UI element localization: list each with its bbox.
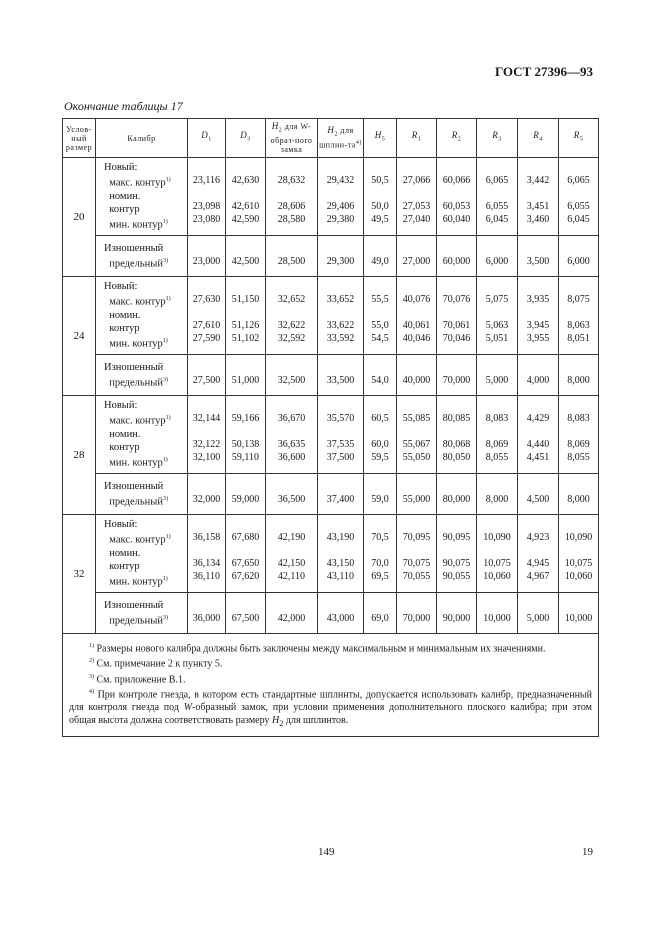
table-header-row xyxy=(63,119,599,158)
value-cell: 4,000 xyxy=(518,355,559,396)
footnote-3: $^{3)}$ См. приложение В.1. xyxy=(89,673,186,685)
value-cell: 69,0 xyxy=(364,593,397,634)
value-cell: 27,630 27,610 27,590 xyxy=(188,277,226,355)
value-cell: 40,076 40,061 40,046 xyxy=(397,277,437,355)
value-cell: 29,300 xyxy=(318,236,364,277)
table-row-new xyxy=(63,277,599,355)
value-cell: 43,000 xyxy=(318,593,364,634)
footnote-4: $^{4)}$ При контроле гнезда, в котором есть стандартные шплинты, допускается использовать калибр, предназначенный для контроля гнезда под W-образный замок, при условии применения дополнительного плоского калибра; при этом общая высота должна соответствовать размеру $H_2$ для шплинтов. xyxy=(69,688,592,729)
table-row-worn xyxy=(63,593,599,634)
value-cell: 32,144 32,122 32,100 xyxy=(188,396,226,474)
value-cell: 51,000 xyxy=(226,355,266,396)
value-cell: 35,570 37,535 37,500 xyxy=(318,396,364,474)
value-cell: 28,632 28,606 28,580 xyxy=(266,158,318,236)
col-d3: $D_3$ xyxy=(226,119,266,158)
value-cell: 36,670 36,635 36,600 xyxy=(266,396,318,474)
value-cell: 8,000 xyxy=(559,355,599,396)
value-cell: 32,500 xyxy=(266,355,318,396)
value-cell: 42,000 xyxy=(266,593,318,634)
value-cell: 8,000 xyxy=(559,474,599,515)
value-cell: 28,500 xyxy=(266,236,318,277)
col-r2: $R_2$ xyxy=(437,119,477,158)
value-cell: 67,680 67,650 67,620 xyxy=(226,515,266,593)
col-r3: $R_3$ xyxy=(477,119,518,158)
value-cell: 90,000 xyxy=(437,593,477,634)
col-caliber: Калибр xyxy=(96,119,188,158)
value-cell: 4,429 4,440 4,451 xyxy=(518,396,559,474)
size-cell: 20 xyxy=(63,158,96,277)
value-cell: 60,5 60,0 59,5 xyxy=(364,396,397,474)
table-row-new xyxy=(63,158,599,236)
value-cell: 70,5 70,0 69,5 xyxy=(364,515,397,593)
size-cell: 24 xyxy=(63,277,96,396)
value-cell: 8,000 xyxy=(477,474,518,515)
value-cell: 10,090 10,075 10,060 xyxy=(559,515,599,593)
value-cell: 5,075 5,063 5,051 xyxy=(477,277,518,355)
page-number-right: 19 xyxy=(582,846,593,858)
value-cell: 5,000 xyxy=(518,593,559,634)
value-cell: 42,190 42,150 42,110 xyxy=(266,515,318,593)
table-row-new xyxy=(63,515,599,593)
dimensions-table xyxy=(62,118,599,737)
value-cell: 8,075 8,063 8,051 xyxy=(559,277,599,355)
col-h5: $H_5$ xyxy=(364,119,397,158)
col-h2-w: $H_2$ для W-образ-ного замка xyxy=(266,119,318,158)
value-cell: 6,000 xyxy=(559,236,599,277)
value-cell: 8,083 8,069 8,055 xyxy=(477,396,518,474)
value-cell: 36,500 xyxy=(266,474,318,515)
col-size: Услов-ный размер xyxy=(63,119,96,158)
value-cell: 70,095 70,075 70,055 xyxy=(397,515,437,593)
caliber-worn-label: Изношенный предельный$^{3)}$ xyxy=(96,593,188,634)
value-cell: 70,076 70,061 70,046 xyxy=(437,277,477,355)
value-cell: 36,000 xyxy=(188,593,226,634)
value-cell: 27,500 xyxy=(188,355,226,396)
table-row-worn xyxy=(63,236,599,277)
value-cell: 59,166 50,138 59,110 xyxy=(226,396,266,474)
table-row-worn xyxy=(63,355,599,396)
col-r5: $R_5$ xyxy=(559,119,599,158)
caliber-new-label: Новый: макс. контур$^{1)}$ номин. контур мин. контур$^{1)}$ xyxy=(96,515,188,593)
footnote-1: $^{1)}$ Размеры нового калибра должны быть заключены между максимальным и минимальным их значениями. xyxy=(89,643,546,655)
col-r4: $R_4$ xyxy=(518,119,559,158)
caliber-new-label: Новый: макс. контур$^{1)}$ номин. контур мин. контур$^{1)}$ xyxy=(96,277,188,355)
size-cell: 28 xyxy=(63,396,96,515)
value-cell: 10,000 xyxy=(559,593,599,634)
value-cell: 59,0 xyxy=(364,474,397,515)
value-cell: 60,000 xyxy=(437,236,477,277)
value-cell: 6,065 6,055 6,045 xyxy=(559,158,599,236)
value-cell: 6,065 6,055 6,045 xyxy=(477,158,518,236)
caliber-worn-label: Изношенный предельный$^{3)}$ xyxy=(96,236,188,277)
value-cell: 54,0 xyxy=(364,355,397,396)
value-cell: 55,5 55,0 54,5 xyxy=(364,277,397,355)
col-h2-pin: $H_2$ для шплин-$та^{4)}$ xyxy=(318,119,364,158)
table-row-worn xyxy=(63,474,599,515)
table-row-new xyxy=(63,396,599,474)
value-cell: 37,400 xyxy=(318,474,364,515)
value-cell: 90,095 90,075 90,055 xyxy=(437,515,477,593)
caliber-worn-label: Изношенный предельный$^{3)}$ xyxy=(96,474,188,515)
value-cell: 32,000 xyxy=(188,474,226,515)
value-cell: 23,000 xyxy=(188,236,226,277)
value-cell: 23,116 23,098 23,080 xyxy=(188,158,226,236)
value-cell: 32,652 32,622 32,592 xyxy=(266,277,318,355)
value-cell: 27,000 xyxy=(397,236,437,277)
value-cell: 51,150 51,126 51,102 xyxy=(226,277,266,355)
document-header: ГОСТ 27396—93 xyxy=(494,64,593,79)
value-cell: 6,000 xyxy=(477,236,518,277)
value-cell: 10,090 10,075 10,060 xyxy=(477,515,518,593)
value-cell: 3,442 3,451 3,460 xyxy=(518,158,559,236)
page-number-center: 149 xyxy=(318,846,335,858)
value-cell: 59,000 xyxy=(226,474,266,515)
value-cell: 55,085 55,067 55,050 xyxy=(397,396,437,474)
value-cell: 36,158 36,134 36,110 xyxy=(188,515,226,593)
value-cell: 67,500 xyxy=(226,593,266,634)
caliber-new-label: Новый: макс. контур$^{1)}$ номин. контур мин. контур$^{1)}$ xyxy=(96,158,188,236)
value-cell: 60,066 60,053 60,040 xyxy=(437,158,477,236)
value-cell: 3,500 xyxy=(518,236,559,277)
value-cell: 80,000 xyxy=(437,474,477,515)
value-cell: 29,432 29,406 29,380 xyxy=(318,158,364,236)
value-cell: 4,923 4,945 4,967 xyxy=(518,515,559,593)
value-cell: 4,500 xyxy=(518,474,559,515)
value-cell: 33,500 xyxy=(318,355,364,396)
value-cell: 43,190 43,150 43,110 xyxy=(318,515,364,593)
value-cell: 49,0 xyxy=(364,236,397,277)
value-cell: 42,630 42,610 42,590 xyxy=(226,158,266,236)
table-caption: Окончание таблицы 17 xyxy=(64,99,183,113)
table-footnotes xyxy=(63,634,599,737)
value-cell: 40,000 xyxy=(397,355,437,396)
value-cell: 5,000 xyxy=(477,355,518,396)
value-cell: 55,000 xyxy=(397,474,437,515)
value-cell: 3,935 3,945 3,955 xyxy=(518,277,559,355)
value-cell: 80,085 80,068 80,050 xyxy=(437,396,477,474)
value-cell: 27,066 27,053 27,040 xyxy=(397,158,437,236)
value-cell: 33,652 33,622 33,592 xyxy=(318,277,364,355)
footnote-2: $^{2)}$ См. примечание 2 к пункту 5. xyxy=(89,658,223,670)
col-r1: $R_1$ xyxy=(397,119,437,158)
value-cell: 70,000 xyxy=(397,593,437,634)
value-cell: 70,000 xyxy=(437,355,477,396)
size-cell: 32 xyxy=(63,515,96,634)
value-cell: 50,5 50,0 49,5 xyxy=(364,158,397,236)
caliber-new-label: Новый: макс. контур$^{1)}$ номин. контур мин. контур$^{1)}$ xyxy=(96,396,188,474)
value-cell: 10,000 xyxy=(477,593,518,634)
caliber-worn-label: Изношенный предельный$^{3)}$ xyxy=(96,355,188,396)
value-cell: 42,500 xyxy=(226,236,266,277)
value-cell: 8,083 8,069 8,055 xyxy=(559,396,599,474)
col-d1: $D_1$ xyxy=(188,119,226,158)
